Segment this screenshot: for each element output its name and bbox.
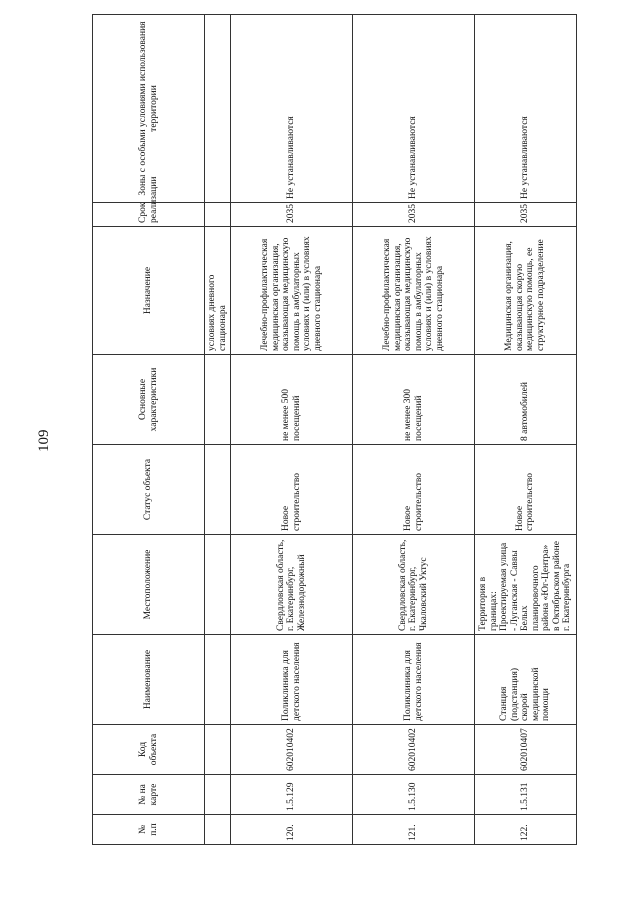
header-cell: Код объекта [93,725,205,775]
row-characteristics: 8 автомобилей [475,355,577,445]
row-code: 602010402 [353,725,475,775]
row-map-num: 1.5.130 [353,775,475,815]
row-purpose: Медицинская организация, оказывающая скорую медицинскую помощь, ее структурное подразделение [475,227,577,355]
row-map-num: 1.5.131 [475,775,577,815]
row-characteristics: не менее 300 посещений [353,355,475,445]
row-name: Поликлиника для детского населения [231,635,353,725]
row-zones: Не устанавливаются [231,15,353,203]
header-cell: Зоны с особыми условиями использования территории [93,15,205,203]
table-row [475,15,577,845]
row-purpose: Лечебно-профилактическая медицинская организация, оказывающая медицинскую помощь в амбулаторных условиях и (или) в условиях дневного стационара [353,227,475,355]
header-cell: Наименование [93,635,205,725]
header-cell: № п.п [93,815,205,845]
page-number: 109 [36,429,52,452]
row-code: 602010402 [231,725,353,775]
header-cell: Срок реализации [93,203,205,227]
row-location: Свердловская область, г. Екатеринбург, Железнодорожный [231,535,353,635]
row-code: 602010407 [475,725,577,775]
row-map-num: 1.5.129 [231,775,353,815]
row-num: 122. [475,815,577,845]
row-name: Поликлиника для детского населения [353,635,475,725]
table-row [231,15,353,845]
header-cell: Назначение [93,227,205,355]
row-status: Новое строительство [475,445,577,535]
objects-table [92,14,577,845]
row-num: 120. [231,815,353,845]
row-characteristics: не менее 500 посещений [231,355,353,445]
header-row [93,15,205,845]
header-cell: № на карте [93,775,205,815]
row-term: 2035 [231,203,353,227]
row-location: Территория в границах: Проектируемая улица - Луганская - Саввы Белых планировочного района «Юг-Центра» в Октябрьском районе г. Екатеринбурга [475,535,577,635]
row-num: 121. [353,815,475,845]
row-location: Свердловская область, г. Екатеринбург, Чкаловский Уктус [353,535,475,635]
continued-row [205,15,231,845]
objects-table-container [92,15,572,845]
row-zones: Не устанавливаются [353,15,475,203]
row-purpose: Лечебно-профилактическая медицинская организация, оказывающая медицинскую помощь в амбулаторных условиях и (или) в условиях дневного стационара [231,227,353,355]
header-cell: Статус объекта [93,445,205,535]
row-status: Новое строительство [353,445,475,535]
table-row [353,15,475,845]
row-term: 2035 [353,203,475,227]
header-cell: Местоположение [93,535,205,635]
header-cell: Основные характеристики [93,355,205,445]
row-term: 2035 [475,203,577,227]
row-zones: Не устанавливаются [475,15,577,203]
row-name: Станция (подстанция) скорой медицинской помощи [475,635,577,725]
row-status: Новое строительство [231,445,353,535]
continued-purpose: условиях дневного стационара [205,227,231,355]
